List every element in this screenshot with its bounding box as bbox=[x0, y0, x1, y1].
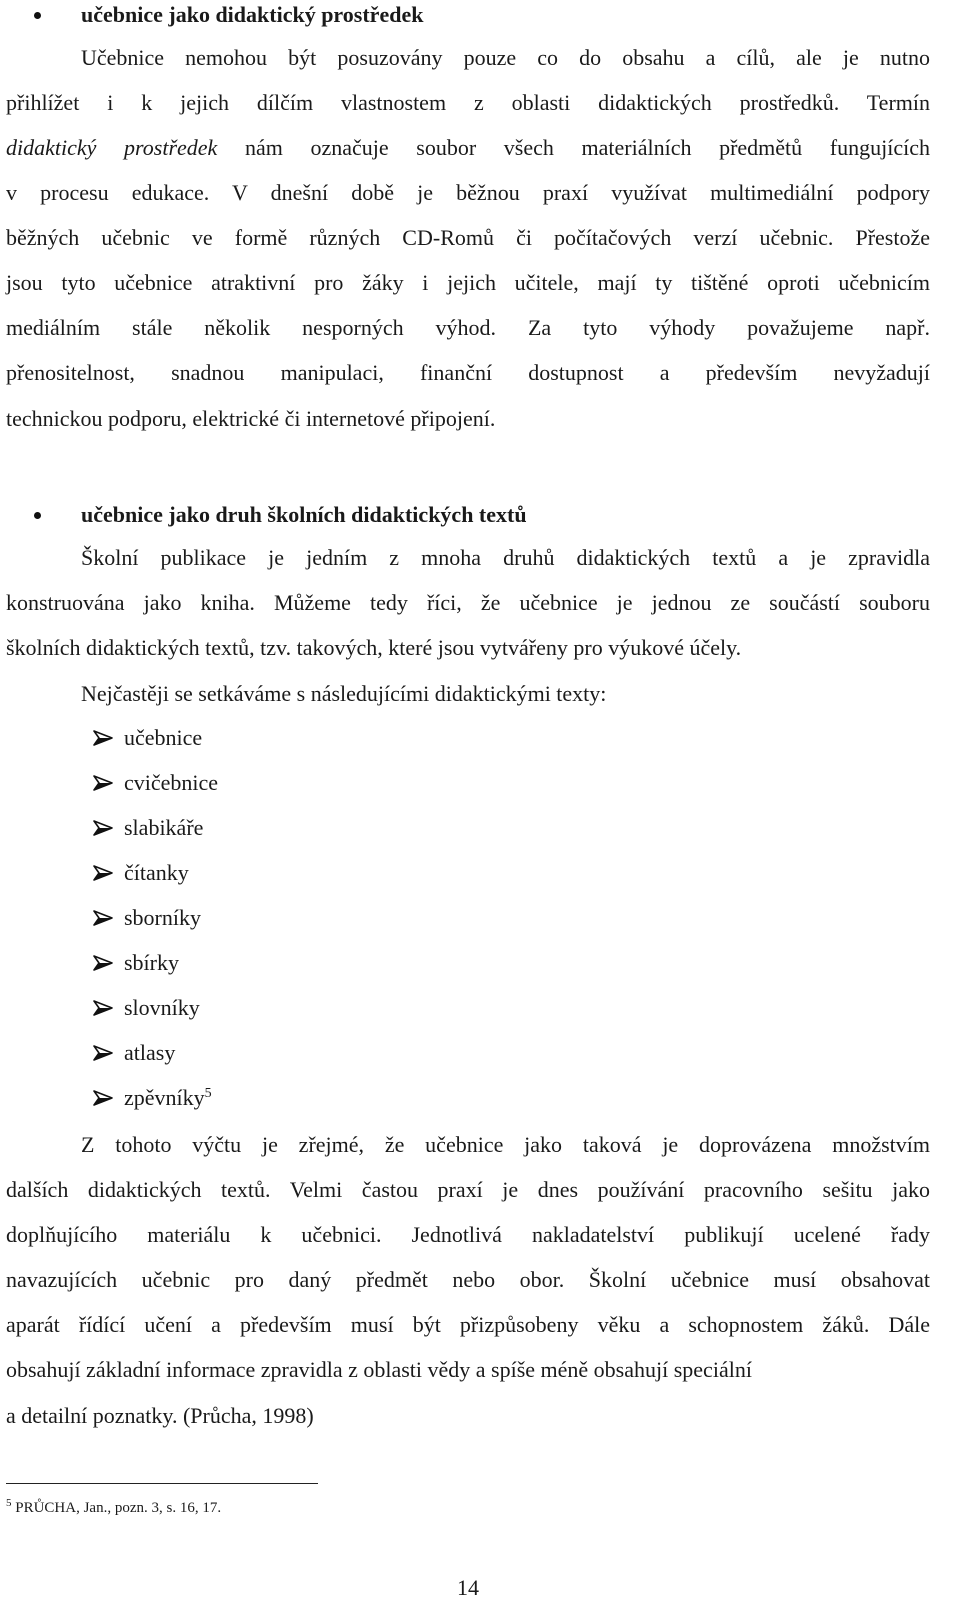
paragraph-line: přenositelnost, snadnou manipulaci, finanční dostupnost a především nevyžadují bbox=[6, 360, 930, 385]
arrowhead-bullet-icon bbox=[93, 820, 113, 836]
list-item bbox=[124, 993, 200, 1023]
list-item bbox=[124, 948, 179, 978]
list-item bbox=[124, 1038, 175, 1068]
arrowhead-bullet-icon bbox=[93, 730, 113, 746]
list-item-label: slabikáře bbox=[124, 815, 204, 840]
section-heading: učebnice jako didaktický prostředek bbox=[81, 2, 424, 27]
paragraph-line: mediálním stále několik nesporných výhod. Za tyto výhody považujeme např. bbox=[6, 315, 930, 340]
section-heading-row bbox=[6, 0, 930, 30]
list-item-label: učebnice bbox=[124, 725, 203, 750]
paragraph-line: navazujících učebnic pro daný předmět nebo obor. Školní učebnice musí obsahovat bbox=[6, 1267, 930, 1292]
list-item bbox=[124, 723, 202, 753]
paragraph-line: konstruována jako kniha. Můžeme tedy říci, že učebnice je jednou ze součástí souboru bbox=[6, 590, 930, 615]
paragraph-line: školních didaktických textů, tzv. takových, které jsou vytvářeny pro výukové účely. bbox=[6, 635, 742, 660]
list-item-label: cvičebnice bbox=[124, 770, 219, 795]
bullet-icon bbox=[34, 12, 41, 19]
list-item bbox=[124, 858, 189, 888]
paragraph-line bbox=[6, 133, 930, 163]
paragraph-line: dalších didaktických textů. Velmi častou praxí je dnes používání pracovního sešitu jako bbox=[6, 1177, 930, 1202]
list-item-label: sbírky bbox=[124, 950, 179, 975]
paragraph-line: doplňujícího materiálu k učebnici. Jednotlivá nakladatelství publikují ucelené řady bbox=[6, 1222, 930, 1247]
list-item bbox=[124, 813, 203, 843]
paragraph-first-line: Školní publikace je jedním z mnoha druhů didaktických textů a je zpravidla bbox=[81, 545, 930, 570]
section-heading: učebnice jako druh školních didaktických textů bbox=[81, 502, 527, 527]
paragraph-line: v procesu edukace. V dnešní době je běžnou praxí využívat multimediální podpory bbox=[6, 180, 930, 205]
paragraph-first-line: Z tohoto výčtu je zřejmé, že učebnice jako taková je doprovázena množstvím bbox=[81, 1132, 930, 1157]
list-item bbox=[124, 903, 201, 933]
page-number: 14 bbox=[457, 1575, 479, 1600]
paragraph-line bbox=[6, 543, 930, 573]
list-item-label: sborníky bbox=[124, 905, 201, 930]
italic-term: didaktický prostředek bbox=[6, 135, 218, 160]
paragraph-line: a detailní poznatky. (Průcha, 1998) bbox=[6, 1403, 314, 1428]
list-item-label: zpěvníky bbox=[124, 1085, 205, 1110]
list-intro-text: Nejčastěji se setkáváme s následujícími didaktickými texty: bbox=[81, 681, 607, 706]
arrowhead-bullet-icon bbox=[93, 1000, 113, 1016]
footnote-reference[interactable]: 5 bbox=[204, 1086, 212, 1101]
paragraph-line: obsahují základní informace zpravidla z oblasti vědy a spíše méně obsahují speciální bbox=[6, 1357, 752, 1382]
list-item-label: atlasy bbox=[124, 1040, 176, 1065]
list-intro bbox=[6, 679, 930, 709]
footnote-number: 5 bbox=[6, 1497, 12, 1509]
list-item-label: slovníky bbox=[124, 995, 200, 1020]
footnote bbox=[6, 1497, 221, 1519]
arrowhead-bullet-icon bbox=[93, 955, 113, 971]
footnote-separator bbox=[6, 1483, 318, 1484]
paragraph-line: aparát řídící učení a především musí být přizpůsobeny věku a schopnostem žáků. Dále bbox=[6, 1312, 930, 1337]
paragraph-line: technickou podporu, elektrické či internetové připojení. bbox=[6, 406, 496, 431]
arrowhead-bullet-icon bbox=[93, 1045, 113, 1061]
list-item bbox=[124, 768, 218, 798]
arrowhead-bullet-icon bbox=[93, 775, 113, 791]
paragraph-text: nám označuje soubor všech materiálních předmětů fungujících bbox=[217, 135, 931, 160]
paragraph-line: běžných učebnic ve formě různých CD-Romů či počítačových verzí učebnic. Přestože bbox=[6, 225, 930, 250]
paragraph-line bbox=[6, 1130, 930, 1160]
list-item bbox=[124, 1083, 212, 1113]
bullet-icon bbox=[34, 512, 41, 519]
arrowhead-bullet-icon bbox=[93, 910, 113, 926]
list-item-label: čítanky bbox=[124, 860, 189, 885]
arrowhead-bullet-icon bbox=[93, 1090, 113, 1106]
arrowhead-bullet-icon bbox=[93, 865, 113, 881]
paragraph-first-line: Učebnice nemohou být posuzovány pouze co do obsahu a cílů, ale je nutno bbox=[81, 45, 930, 70]
paragraph-line: jsou tyto učebnice atraktivní pro žáky i jejich učitele, mají ty tištěné oproti učebnicím bbox=[6, 270, 930, 295]
section-heading-row bbox=[6, 500, 930, 530]
paragraph-line: přihlížet i k jejich dílčím vlastnostem z oblasti didaktických prostředků. Termín bbox=[6, 90, 930, 115]
paragraph-line bbox=[6, 43, 930, 73]
footnote-text: PRŮCHA, Jan., pozn. 3, s. 16, 17. bbox=[15, 1500, 222, 1516]
